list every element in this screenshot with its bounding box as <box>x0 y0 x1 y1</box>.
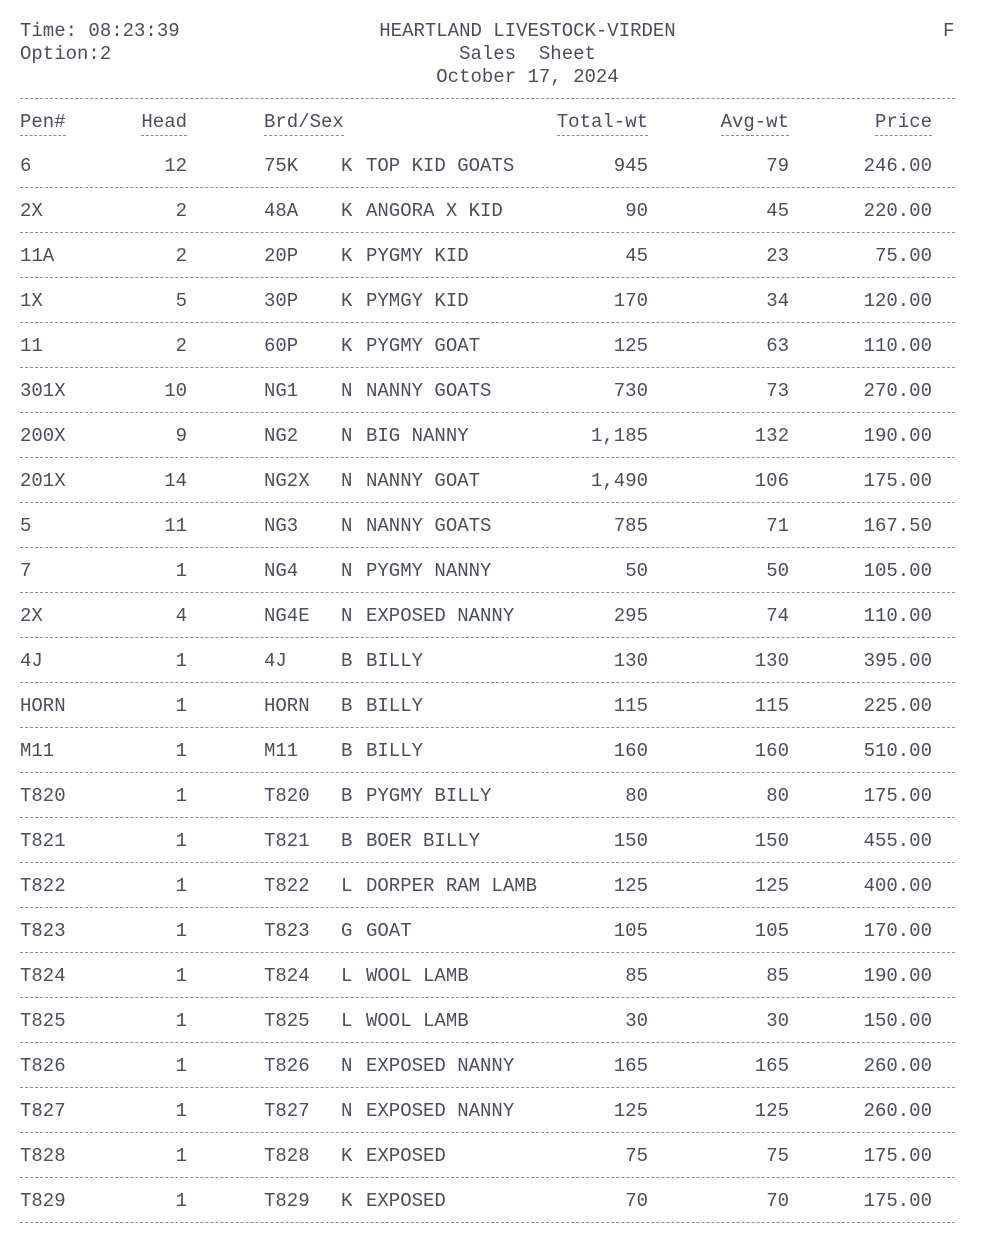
row-divider <box>20 547 955 548</box>
pen-cell: M11 <box>20 740 55 762</box>
price-cell: 105.00 <box>863 560 932 582</box>
sex-cell: N <box>341 515 353 537</box>
pen-cell: T824 <box>20 965 66 987</box>
avg-wt-cell: 115 <box>754 695 789 717</box>
total-wt-cell: 170 <box>613 290 648 312</box>
head-cell: 1 <box>175 1190 187 1212</box>
head-cell: 1 <box>175 920 187 942</box>
price-cell: 270.00 <box>863 380 932 402</box>
sex-cell: L <box>341 1010 353 1032</box>
sex-cell: N <box>341 1100 353 1122</box>
description-cell: WOOL LAMB <box>366 1010 469 1032</box>
avg-wt-cell: 45 <box>766 200 789 222</box>
brd-cell: T821 <box>264 830 310 852</box>
pen-cell: T829 <box>20 1190 66 1212</box>
brd-cell: NG2 <box>264 425 299 447</box>
pen-cell: T821 <box>20 830 66 852</box>
column-header-total-wt: Total-wt <box>557 110 648 136</box>
description-cell: BIG NANNY <box>366 425 469 447</box>
total-wt-cell: 85 <box>625 965 648 987</box>
sex-cell: K <box>341 245 353 267</box>
column-header-price: Price <box>875 110 932 136</box>
table-row <box>0 154 982 178</box>
description-cell: BOER BILLY <box>366 830 481 852</box>
table-row <box>0 424 982 448</box>
brd-cell: T825 <box>264 1010 310 1032</box>
sex-cell: K <box>341 155 353 177</box>
row-divider <box>20 637 955 638</box>
pen-cell: 7 <box>20 560 32 582</box>
table-row <box>0 559 982 583</box>
head-cell: 2 <box>175 245 187 267</box>
column-header-head: Head <box>141 110 187 136</box>
avg-wt-cell: 165 <box>754 1055 789 1077</box>
total-wt-cell: 295 <box>613 605 648 627</box>
pen-cell: 2X <box>20 605 43 627</box>
row-divider <box>20 277 955 278</box>
head-cell: 1 <box>175 1100 187 1122</box>
description-cell: PYGMY BILLY <box>366 785 492 807</box>
row-divider <box>20 727 955 728</box>
price-cell: 175.00 <box>863 785 932 807</box>
table-row <box>0 289 982 313</box>
avg-wt-cell: 74 <box>766 605 789 627</box>
description-cell: EXPOSED <box>366 1145 446 1167</box>
sex-cell: N <box>341 605 353 627</box>
description-cell: NANNY GOATS <box>366 515 492 537</box>
pen-cell: T828 <box>20 1145 66 1167</box>
table-row <box>0 739 982 763</box>
total-wt-cell: 90 <box>625 200 648 222</box>
description-cell: PYGMY KID <box>366 245 469 267</box>
price-cell: 75.00 <box>874 245 932 267</box>
sex-cell: N <box>341 380 353 402</box>
row-divider <box>20 952 955 953</box>
row-divider <box>20 592 955 593</box>
avg-wt-cell: 125 <box>754 875 789 897</box>
price-cell: 190.00 <box>863 965 932 987</box>
row-divider <box>20 187 955 188</box>
pen-cell: T826 <box>20 1055 66 1077</box>
description-cell: PYGMY GOAT <box>366 335 481 357</box>
brd-cell: 48A <box>264 200 299 222</box>
row-divider <box>20 322 955 323</box>
pen-cell: T827 <box>20 1100 66 1122</box>
avg-wt-cell: 150 <box>754 830 789 852</box>
description-cell: EXPOSED NANNY <box>366 1055 515 1077</box>
avg-wt-cell: 105 <box>754 920 789 942</box>
avg-wt-cell: 71 <box>766 515 789 537</box>
sex-cell: L <box>341 965 353 987</box>
head-cell: 1 <box>175 1055 187 1077</box>
row-divider <box>20 997 955 998</box>
total-wt-cell: 160 <box>613 740 648 762</box>
report-subtitle: Sales Sheet <box>459 43 596 65</box>
pen-cell: 6 <box>20 155 32 177</box>
row-divider <box>20 232 955 233</box>
row-divider <box>20 457 955 458</box>
head-cell: 2 <box>175 200 187 222</box>
report-heading <box>330 20 725 89</box>
avg-wt-cell: 160 <box>754 740 789 762</box>
description-cell: GOAT <box>366 920 412 942</box>
price-cell: 175.00 <box>863 470 932 492</box>
pen-cell: 301X <box>20 380 66 402</box>
description-cell: EXPOSED NANNY <box>366 1100 515 1122</box>
report-time: Time: 08:23:39 <box>20 20 180 42</box>
pen-cell: 5 <box>20 515 32 537</box>
table-row <box>0 379 982 403</box>
head-cell: 1 <box>175 965 187 987</box>
head-cell: 1 <box>175 785 187 807</box>
price-cell: 167.50 <box>863 515 932 537</box>
brd-cell: T827 <box>264 1100 310 1122</box>
brd-cell: 30P <box>264 290 299 312</box>
row-divider <box>20 412 955 413</box>
table-row <box>0 1189 982 1213</box>
report-option: Option:2 <box>20 43 112 65</box>
brd-cell: T820 <box>264 785 310 807</box>
report-meta <box>20 20 180 66</box>
brd-cell: T826 <box>264 1055 310 1077</box>
row-divider <box>20 907 955 908</box>
table-row <box>0 1144 982 1168</box>
row-divider <box>20 1042 955 1043</box>
sex-cell: N <box>341 560 353 582</box>
pen-cell: T820 <box>20 785 66 807</box>
description-cell: NANNY GOATS <box>366 380 492 402</box>
total-wt-cell: 730 <box>613 380 648 402</box>
description-cell: DORPER RAM LAMB <box>366 875 538 897</box>
sex-cell: B <box>341 830 353 852</box>
price-cell: 110.00 <box>863 605 932 627</box>
price-cell: 260.00 <box>863 1055 932 1077</box>
head-cell: 5 <box>175 290 187 312</box>
brd-cell: T829 <box>264 1190 310 1212</box>
row-divider <box>20 502 955 503</box>
table-row <box>0 604 982 628</box>
brd-cell: 20P <box>264 245 299 267</box>
table-row <box>0 784 982 808</box>
price-cell: 150.00 <box>863 1010 932 1032</box>
sex-cell: B <box>341 740 353 762</box>
row-divider <box>20 1177 955 1178</box>
total-wt-cell: 1,490 <box>590 470 648 492</box>
head-cell: 9 <box>175 425 187 447</box>
avg-wt-cell: 30 <box>766 1010 789 1032</box>
column-header-pen: Pen# <box>20 110 66 136</box>
head-cell: 14 <box>164 470 187 492</box>
row-divider <box>20 682 955 683</box>
table-row <box>0 829 982 853</box>
total-wt-cell: 125 <box>613 1100 648 1122</box>
price-cell: 400.00 <box>863 875 932 897</box>
sex-cell: K <box>341 1145 353 1167</box>
sex-cell: N <box>341 1055 353 1077</box>
brd-cell: T828 <box>264 1145 310 1167</box>
table-row <box>0 964 982 988</box>
sex-cell: B <box>341 785 353 807</box>
avg-wt-cell: 130 <box>754 650 789 672</box>
avg-wt-cell: 125 <box>754 1100 789 1122</box>
price-cell: 190.00 <box>863 425 932 447</box>
head-cell: 1 <box>175 830 187 852</box>
total-wt-cell: 50 <box>625 560 648 582</box>
table-row <box>0 919 982 943</box>
pen-cell: 11A <box>20 245 55 267</box>
row-divider <box>20 772 955 773</box>
pen-cell: 4J <box>20 650 43 672</box>
price-cell: 220.00 <box>863 200 932 222</box>
total-wt-cell: 125 <box>613 875 648 897</box>
total-wt-cell: 115 <box>613 695 648 717</box>
avg-wt-cell: 79 <box>766 155 789 177</box>
head-cell: 1 <box>175 740 187 762</box>
pen-cell: T825 <box>20 1010 66 1032</box>
avg-wt-cell: 106 <box>754 470 789 492</box>
sex-cell: B <box>341 650 353 672</box>
price-cell: 110.00 <box>863 335 932 357</box>
price-cell: 510.00 <box>863 740 932 762</box>
brd-cell: T823 <box>264 920 310 942</box>
avg-wt-cell: 70 <box>766 1190 789 1212</box>
price-cell: 225.00 <box>863 695 932 717</box>
total-wt-cell: 105 <box>613 920 648 942</box>
table-row <box>0 514 982 538</box>
head-cell: 2 <box>175 335 187 357</box>
page-marker: F <box>943 20 955 42</box>
head-cell: 4 <box>175 605 187 627</box>
avg-wt-cell: 73 <box>766 380 789 402</box>
total-wt-cell: 165 <box>613 1055 648 1077</box>
pen-cell: 2X <box>20 200 43 222</box>
description-cell: EXPOSED <box>366 1190 446 1212</box>
sex-cell: K <box>341 290 353 312</box>
head-cell: 1 <box>175 1145 187 1167</box>
total-wt-cell: 150 <box>613 830 648 852</box>
brd-cell: M11 <box>264 740 299 762</box>
brd-cell: NG4 <box>264 560 299 582</box>
brd-cell: NG3 <box>264 515 299 537</box>
description-cell: PYMGY KID <box>366 290 469 312</box>
head-cell: 12 <box>164 155 187 177</box>
avg-wt-cell: 50 <box>766 560 789 582</box>
sex-cell: N <box>341 425 353 447</box>
column-header-avg-wt: Avg-wt <box>721 110 789 136</box>
head-cell: 10 <box>164 380 187 402</box>
sex-cell: L <box>341 875 353 897</box>
table-row <box>0 694 982 718</box>
total-wt-cell: 1,185 <box>590 425 648 447</box>
price-cell: 246.00 <box>863 155 932 177</box>
table-row <box>0 469 982 493</box>
total-wt-cell: 45 <box>625 245 648 267</box>
description-cell: BILLY <box>366 740 424 762</box>
brd-cell: T822 <box>264 875 310 897</box>
head-cell: 11 <box>164 515 187 537</box>
column-header-brd-sex: Brd/Sex <box>264 110 344 136</box>
head-cell: 1 <box>175 650 187 672</box>
total-wt-cell: 70 <box>625 1190 648 1212</box>
sex-cell: K <box>341 1190 353 1212</box>
head-cell: 1 <box>175 695 187 717</box>
avg-wt-cell: 75 <box>766 1145 789 1167</box>
description-cell: BILLY <box>366 650 424 672</box>
pen-cell: 1X <box>20 290 43 312</box>
total-wt-cell: 80 <box>625 785 648 807</box>
avg-wt-cell: 132 <box>754 425 789 447</box>
brd-cell: 4J <box>264 650 287 672</box>
report-date: October 17, 2024 <box>436 66 619 88</box>
price-cell: 175.00 <box>863 1145 932 1167</box>
row-divider <box>20 1222 955 1223</box>
avg-wt-cell: 85 <box>766 965 789 987</box>
table-row <box>0 199 982 223</box>
brd-cell: 60P <box>264 335 299 357</box>
pen-cell: HORN <box>20 695 66 717</box>
brd-cell: NG1 <box>264 380 299 402</box>
avg-wt-cell: 23 <box>766 245 789 267</box>
description-cell: NANNY GOAT <box>366 470 481 492</box>
avg-wt-cell: 63 <box>766 335 789 357</box>
description-cell: ANGORA X KID <box>366 200 503 222</box>
total-wt-cell: 785 <box>613 515 648 537</box>
price-cell: 170.00 <box>863 920 932 942</box>
description-cell: WOOL LAMB <box>366 965 469 987</box>
description-cell: PYGMY NANNY <box>366 560 492 582</box>
report-title: HEARTLAND LIVESTOCK-VIRDEN <box>379 20 676 42</box>
brd-cell: 75K <box>264 155 299 177</box>
sex-cell: B <box>341 695 353 717</box>
total-wt-cell: 30 <box>625 1010 648 1032</box>
pen-cell: T822 <box>20 875 66 897</box>
column-header-row <box>0 110 982 134</box>
total-wt-cell: 75 <box>625 1145 648 1167</box>
row-divider <box>20 1132 955 1133</box>
price-cell: 395.00 <box>863 650 932 672</box>
total-wt-cell: 125 <box>613 335 648 357</box>
brd-cell: T824 <box>264 965 310 987</box>
brd-cell: HORN <box>264 695 310 717</box>
sex-cell: N <box>341 470 353 492</box>
row-divider <box>20 1087 955 1088</box>
table-row <box>0 334 982 358</box>
brd-cell: NG2X <box>264 470 310 492</box>
table-row <box>0 649 982 673</box>
head-cell: 1 <box>175 1010 187 1032</box>
price-cell: 120.00 <box>863 290 932 312</box>
head-cell: 1 <box>175 875 187 897</box>
table-row <box>0 1054 982 1078</box>
avg-wt-cell: 80 <box>766 785 789 807</box>
description-cell: BILLY <box>366 695 424 717</box>
pen-cell: 11 <box>20 335 43 357</box>
header-divider <box>20 98 955 99</box>
head-cell: 1 <box>175 560 187 582</box>
avg-wt-cell: 34 <box>766 290 789 312</box>
table-row <box>0 244 982 268</box>
price-cell: 260.00 <box>863 1100 932 1122</box>
row-divider <box>20 367 955 368</box>
total-wt-cell: 130 <box>613 650 648 672</box>
price-cell: 175.00 <box>863 1190 932 1212</box>
sex-cell: G <box>341 920 353 942</box>
row-divider <box>20 862 955 863</box>
pen-cell: 200X <box>20 425 66 447</box>
table-row <box>0 1009 982 1033</box>
pen-cell: 201X <box>20 470 66 492</box>
description-cell: TOP KID GOATS <box>366 155 515 177</box>
table-row <box>0 874 982 898</box>
table-row <box>0 1099 982 1123</box>
sex-cell: K <box>341 335 353 357</box>
sex-cell: K <box>341 200 353 222</box>
description-cell: EXPOSED NANNY <box>366 605 515 627</box>
total-wt-cell: 945 <box>613 155 648 177</box>
price-cell: 455.00 <box>863 830 932 852</box>
brd-cell: NG4E <box>264 605 310 627</box>
row-divider <box>20 817 955 818</box>
pen-cell: T823 <box>20 920 66 942</box>
